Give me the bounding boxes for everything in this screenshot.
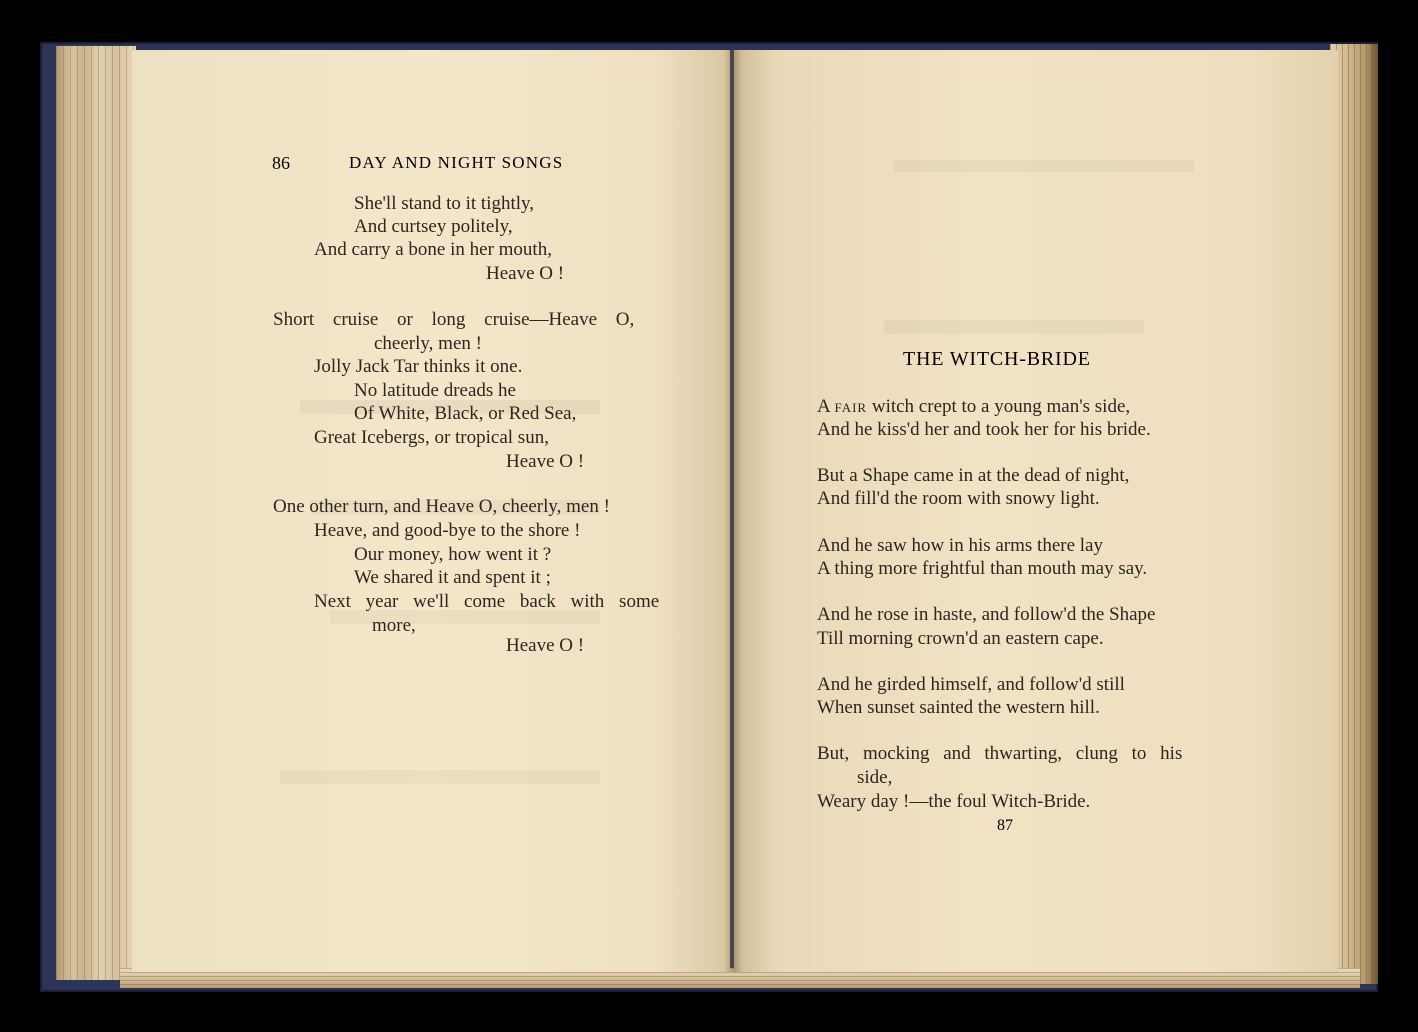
running-title: DAY AND NIGHT SONGS: [349, 153, 564, 172]
poem-line: And carry a bone in her mouth,: [314, 239, 552, 260]
first-word-smallcaps: FAIR: [834, 400, 868, 415]
poem-line: And he kiss'd her and took her for his bride.: [817, 419, 1151, 440]
poem-title: THE WITCH-BRIDE: [903, 348, 1091, 370]
poem-line: And he rose in haste, and follow'd the Shape: [817, 604, 1156, 625]
poem-line: Our money, how went it ?: [354, 544, 552, 565]
right-page: [734, 50, 1338, 972]
left-page-number: 86: [272, 153, 290, 173]
poem-line: Heave O !: [486, 263, 565, 284]
poem-line: Next year we'll come back with some: [314, 591, 660, 612]
poem-line: We shared it and spent it ;: [354, 567, 551, 588]
poem-line-first: [817, 395, 1130, 419]
poem-line: Great Icebergs, or tropical sun,: [314, 427, 549, 448]
poem-line: Jolly Jack Tar thinks it one.: [314, 356, 523, 377]
poem-line: When sunset sainted the western hill.: [817, 697, 1100, 718]
poem-line-text: Short cruise or long cruise—Heave O,: [273, 309, 635, 330]
poem-line: side,: [857, 767, 893, 788]
poem-line: And fill'd the room with snowy light.: [817, 488, 1100, 509]
poem-line: But, mocking and thwarting, clung to his: [817, 743, 1183, 764]
poem-line: And he saw how in his arms there lay: [817, 535, 1103, 556]
right-page-number: 87: [997, 817, 1013, 834]
poem-line: One other turn, and Heave O, cheerly, men !: [273, 496, 610, 517]
poem-line: cheerly, men !: [374, 333, 482, 354]
poem-line: And he girded himself, and follow'd still: [817, 674, 1125, 695]
gutter-shadow: [724, 50, 742, 972]
poem-line: Of White, Black, or Red Sea,: [354, 403, 577, 424]
first-word: A: [817, 396, 830, 417]
show-through: [884, 320, 1144, 334]
poem-line: No latitude dreads he: [354, 380, 516, 401]
show-through: [280, 770, 600, 784]
first-line-rest: witch crept to a young man's side,: [871, 396, 1131, 417]
poem-line: She'll stand to it tightly,: [354, 193, 535, 214]
poem-line: Heave O !: [506, 451, 585, 472]
poem-line: But a Shape came in at the dead of night,: [817, 465, 1130, 486]
poem-line: [273, 308, 650, 331]
show-through: [894, 160, 1194, 172]
poem-line: Heave, and good-bye to the shore !: [314, 520, 581, 541]
left-page-edges: [56, 46, 136, 980]
poem-line: more,: [372, 615, 416, 636]
poem-line: Till morning crown'd an eastern cape.: [817, 628, 1104, 649]
poem-line: Weary day !—the foul Witch-Bride.: [817, 791, 1091, 812]
poem-line: A thing more frightful than mouth may say.: [817, 558, 1148, 579]
poem-line: And curtsey politely,: [354, 216, 513, 237]
poem-line: Heave O !: [506, 635, 585, 656]
